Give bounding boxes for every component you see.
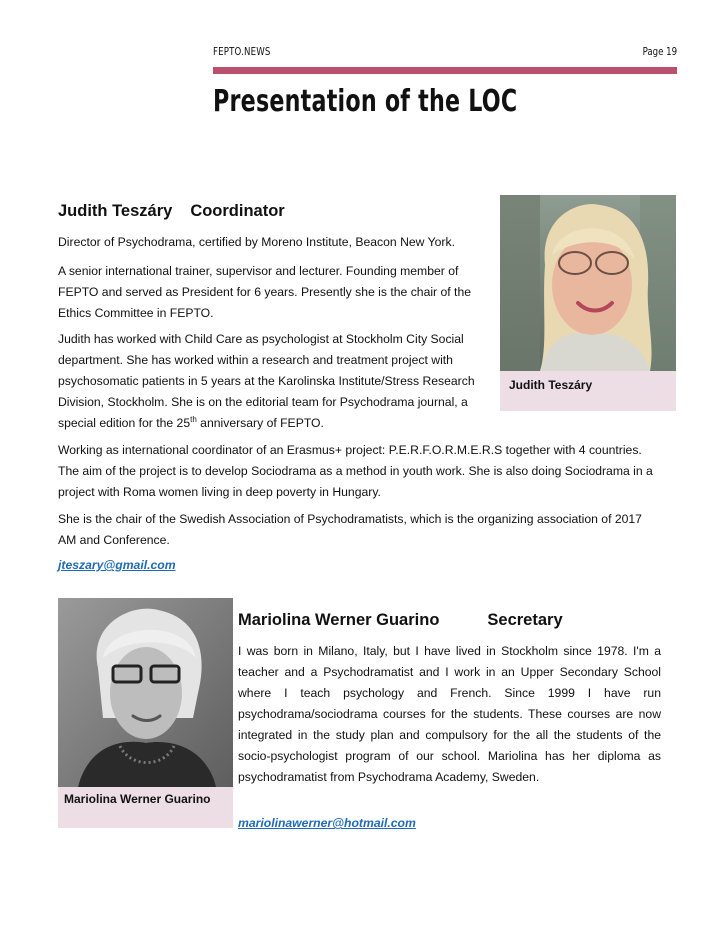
person2-photo-caption: Mariolina Werner Guarino bbox=[64, 792, 211, 806]
person2-heading bbox=[238, 611, 563, 630]
person1-paragraph-5: She is the chair of the Swedish Association of Psychodramatists, which is the organizing association of 2017 AM and Conference. bbox=[58, 512, 642, 547]
person1-photo-caption: Judith Teszáry bbox=[509, 378, 593, 392]
person1-email-link[interactable]: jteszary@gmail.com bbox=[58, 558, 176, 572]
person1-paragraph-3 bbox=[58, 329, 498, 434]
ordinal-suffix: th bbox=[190, 414, 197, 424]
page-title: Presentation of the LOC bbox=[213, 84, 518, 119]
person1-heading bbox=[58, 202, 285, 221]
person1-paragraph-3-end: anniversary of FEPTO. bbox=[196, 416, 324, 430]
header-rule bbox=[213, 67, 677, 74]
person1-paragraph-4: Working as international coordinator of an Erasmus+ project: P.E.R.F.O.R.M.E.R.S together with 4 countries. The aim of the project is to develop Sociodrama as a method in youth work. She is also doing Sociodrama in a project with Roma women living in deep poverty in Hungary. bbox=[58, 443, 653, 499]
person1-photo bbox=[500, 195, 676, 371]
person1-paragraph-1: Director of Psychodrama, certified by Moreno Institute, Beacon New York. bbox=[58, 235, 455, 249]
running-header bbox=[213, 46, 677, 64]
person2-paragraph-1: I was born in Milano, Italy, but I have lived in Stockholm since 1978. I'm a teacher and a Psychodramatist and I work in an Upper Secondary School where I teach psychology and French. Since 1999 I have run psychodrama/sociodrama courses for the students. These courses are now integrated in the study plan and compulsory for the all the students of the socio-psychologist program of our school. Mariolina has her diploma as psychodramatist from Psychodrama Academy, Sweden. bbox=[238, 644, 661, 784]
person2-name: Mariolina Werner Guarino bbox=[238, 611, 440, 629]
page-number: Page 19 bbox=[642, 46, 677, 58]
person1-paragraph-2: A senior international trainer, supervisor and lecturer. Founding member of FEPTO and served as President for 6 years. Presently she is the chair of the Ethics Committee in FEPTO. bbox=[58, 264, 471, 320]
person2-photo bbox=[58, 598, 233, 787]
person1-photo-frame bbox=[500, 195, 676, 411]
person2-role: Secretary bbox=[487, 611, 563, 629]
site-name: FEPTO.NEWS bbox=[213, 46, 271, 58]
person1-paragraph-3-text: Judith has worked with Child Care as psychologist at Stockholm City Social department. She has worked within a research and treatment project with psychosomatic patients in 5 years at the Karolinska Institute/Stress Research Division, Stockholm. She is on the editorial team for Psychodrama journal, a special edition for the 25 bbox=[58, 332, 475, 430]
person1-name: Judith Teszáry bbox=[58, 202, 173, 220]
person2-photo-frame bbox=[58, 598, 233, 828]
person2-email-link[interactable]: mariolinawerner@hotmail.com bbox=[238, 816, 416, 830]
person1-role: Coordinator bbox=[190, 202, 285, 220]
